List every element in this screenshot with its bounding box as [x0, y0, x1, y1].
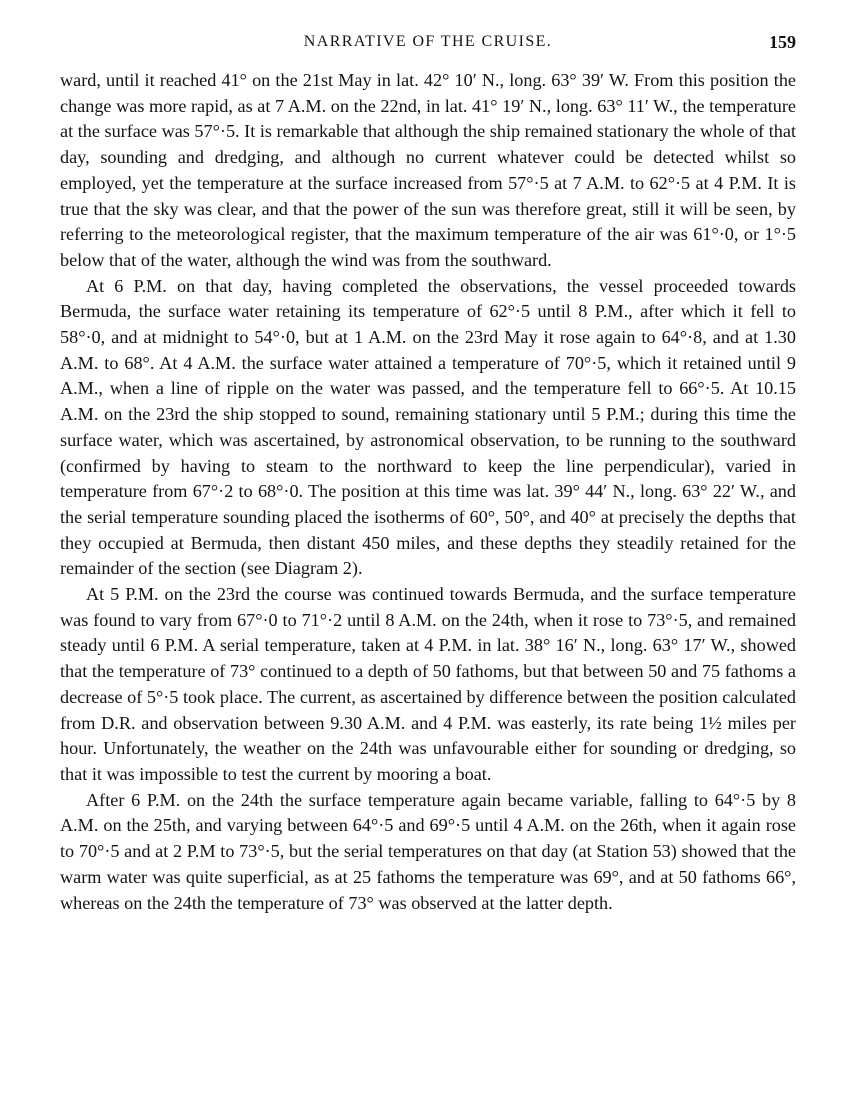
- paragraph-4: After 6 P.M. on the 24th the surface temperature again became variable, falling to 64°·5 by 8 A.M. on the 25th, and varying between 64°·5 and 69°·5 until 4 A.M. on the 26th, when it again rose to 70°·5 and at 2 P.M to 73°·5, but the serial temperatures on that day (at Station 53) showed that the warm water was quite superficial, as at 25 fathoms the temperature was 69°, and at 50 fathoms 66°, whereas on the 24th the temperature of 73° was observed at the latter depth.: [60, 789, 796, 913]
- paragraph-1: ward, until it reached 41° on the 21st May in lat. 42° 10′ N., long. 63° 39′ W. From this position the change was more rapid, as at 7 A.M. on the 22nd, in lat. 41° 19′ N., long. 63° 11′ W., the temperature at the surface was 57°·5. It is remarkable that although the ship remained stationary the whole of that day, sounding and dredging, and although no current whatever could be detected whilst so employed, yet the temperature at the surface increased from 57°·5 at 7 A.M. to 62°·5 at 4 P.M. It is true that the sky was clear, and that the power of the sun was therefore great, still it will be seen, by referring to the meteorological register, that the maximum temperature of the air was 61°·0, or 1°·5 below that of the water, although the wind was from the southward.: [60, 70, 796, 270]
- paragraph-3: At 5 P.M. on the 23rd the course was continued towards Bermuda, and the surface temperature was found to vary from 67°·0 to 71°·2 until 8 A.M. on the 24th, when it rose to 73°·5, and remained steady until 6 P.M. A serial temperature, taken at 4 P.M. in lat. 38° 16′ N., long. 63° 17′ W., showed that the temperature of 73° continued to a depth of 50 fathoms, but that between 50 and 75 fathoms a decrease of 5°·5 took place. The current, as ascertained by difference between the position calculated from D.R. and observation between 9.30 A.M. and 4 P.M. was easterly, its rate being 1½ miles per hour. Unfortunately, the weather on the 24th was unfavourable either for sounding or dredging, so that it was impossible to test the current by mooring a boat.: [60, 584, 796, 784]
- page-number: 159: [769, 32, 796, 52]
- body-text: [60, 68, 796, 916]
- running-head: [60, 30, 796, 54]
- paragraph-2: At 6 P.M. on that day, having completed the observations, the vessel proceeded towards Bermuda, the surface water retaining its temperature of 62°·5 until 8 P.M., after which it fell to 58°·0, and at midnight to 54°·0, but at 1 A.M. on the 23rd May it rose again to 64°·8, and at 1.30 A.M. to 68°. At 4 A.M. the surface water attained a temperature of 70°·5, which it retained until 9 A.M., when a line of ripple on the water was passed, and the temperature fell to 66°·5. At 10.15 A.M. on the 23rd the ship stopped to sound, remaining stationary until 5 P.M.; during this time the surface water, which was ascertained, by astronomical observation, to be running to the southward (confirmed by having to steam to the northward to keep the line perpendicular), varied in temperature from 67°·2 to 68°·0. The position at this time was lat. 39° 44′ N., long. 63° 22′ W., and the serial temperature sounding placed the isotherms of 60°, 50°, and 40° at precisely the depths that they occupied at Bermuda, then distant 450 miles, and these depths they steadily retained for the remainder of the section (see Diagram 2).: [60, 275, 796, 579]
- running-title: NARRATIVE OF THE CRUISE.: [303, 33, 553, 50]
